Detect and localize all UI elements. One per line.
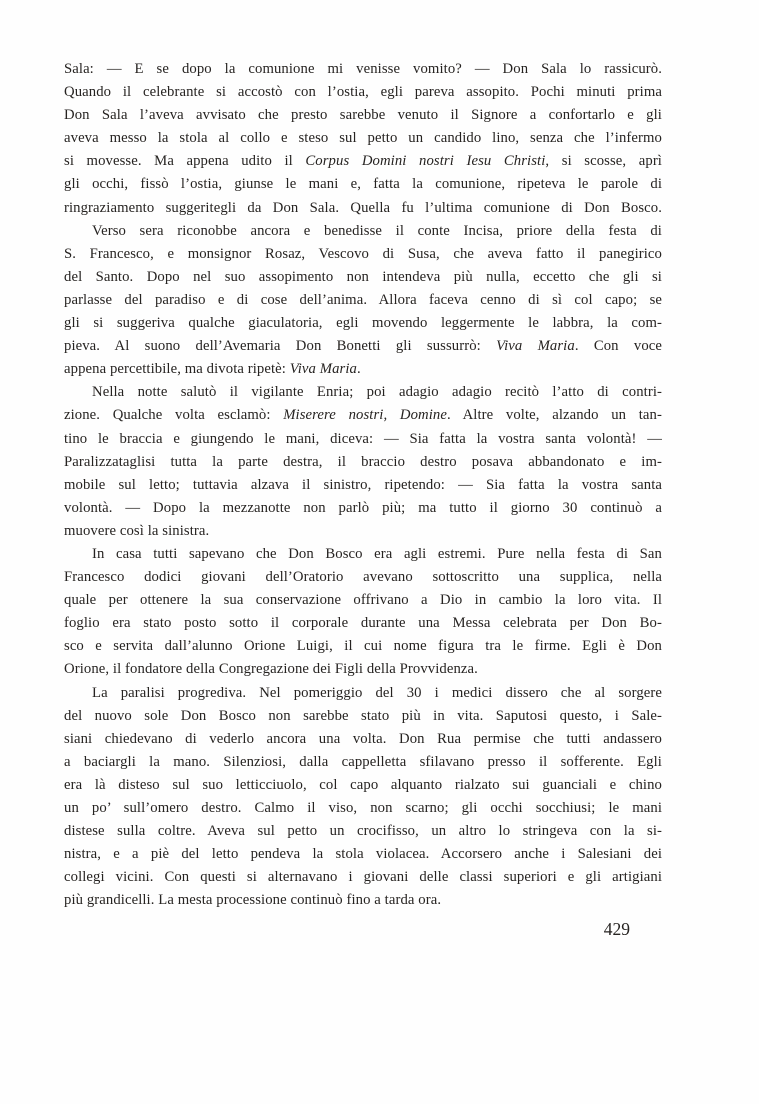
text-segment: nistra, e a piè del letto pendeva la stola violacea. Accorsero anche i Salesiani dei	[64, 846, 662, 863]
text-line	[64, 150, 662, 173]
text-segment: Paralizzataglisi tutta la parte destra, il braccio destro posava abbandonato e im-	[64, 453, 662, 470]
paragraph	[64, 381, 662, 543]
text-segment: del Santo. Dopo nel suo assopimento non intendeva più nulla, eccetto che gli si	[64, 268, 662, 285]
text-line	[64, 866, 662, 889]
text-line	[64, 428, 662, 451]
text-line	[64, 451, 662, 474]
text-line	[64, 705, 662, 728]
text-segment: Francesco dodici giovani dell’Oratorio avevano sottoscritto una supplica, nella	[64, 569, 662, 586]
italic-text-segment: Miserere nostri, Domine	[283, 407, 447, 424]
text-line	[64, 728, 662, 751]
text-segment: S. Francesco, e monsignor Rosaz, Vescovo di Susa, che aveva fatto il panegirico	[64, 245, 662, 262]
text-segment: volontà. — Dopo la mezzanotte non parlò più; ma tutto il giorno 30 continuò a	[64, 499, 662, 516]
text-segment: , si scosse, aprì	[545, 153, 662, 170]
text-segment: quale per ottenere la sua conservazione offrivano a Dio in cambio la loro vita. Il	[64, 592, 662, 609]
text-line	[64, 682, 662, 705]
text-segment: aveva messo la stola al collo e steso sul petto un candido lino, senza che l’infermo	[64, 130, 662, 147]
italic-text-segment: Corpus Domini nostri Iesu Christi	[305, 153, 546, 170]
text-line	[64, 404, 662, 427]
text-segment: Verso sera riconobbe ancora e benedisse il conte Incisa, priore della festa di	[92, 222, 662, 239]
text-segment: era là disteso sul suo letticciuolo, col capo alquanto rialzato sui guanciali e chino	[64, 776, 662, 793]
text-segment: foglio era stato posto sotto il corporale durante una Messa celebrata per Don Bo-	[64, 615, 662, 632]
text-line	[64, 312, 662, 335]
text-segment: .	[356, 361, 361, 378]
text-line	[64, 820, 662, 843]
text-line	[64, 289, 662, 312]
text-segment: . Altre volte, alzando un tan-	[446, 407, 662, 424]
text-line	[64, 751, 662, 774]
paragraph	[64, 543, 662, 682]
text-line	[64, 497, 662, 520]
text-segment: zione. Qualche volta esclamò:	[64, 407, 284, 424]
text-line	[64, 889, 662, 912]
text-segment: collegi vicini. Con questi si alternavano i giovani delle classi superiori e gli artigiani	[64, 869, 662, 886]
text-line	[64, 774, 662, 797]
text-segment: gli occhi, fissò l’ostia, giunse le mani e, fatta la comunione, ripeteva le parole di	[64, 176, 662, 193]
text-segment: più grandicelli. La mesta processione continuò fino a tarda ora.	[64, 892, 442, 909]
text-line	[64, 843, 662, 866]
text-line	[64, 381, 662, 404]
text-line	[64, 566, 662, 589]
paragraph	[64, 682, 662, 913]
text-segment: tino le braccia e giungendo le mani, diceva: — Sia fatta la vostra santa volontà! —	[64, 430, 662, 447]
text-segment: sco e servita dall’alunno Orione Luigi, il cui nome figura tra le firme. Egli è Don	[64, 638, 662, 655]
text-segment: appena percettibile, ma divota ripetè:	[64, 361, 290, 378]
text-line	[64, 358, 662, 381]
text-line	[64, 81, 662, 104]
text-segment: La paralisi progrediva. Nel pomeriggio del 30 i medici dissero che al sorgere	[92, 684, 662, 701]
page-number: 429	[603, 919, 630, 939]
text-line	[64, 543, 662, 566]
text-segment: In casa tutti sapevano che Don Bosco era agli estremi. Pure nella festa di San	[92, 545, 662, 562]
text-segment: mobile sul letto; tuttavia alzava il sinistro, ripetendo: — Sia fatta la vostra santa	[64, 476, 662, 493]
text-segment: Quando il celebrante si accostò con l’ostia, egli pareva assopito. Pochi minuti prima	[64, 84, 662, 101]
text-segment: parlasse del paradiso e di cose dell’anima. Allora faceva cenno di sì col capo; se	[64, 291, 662, 308]
text-segment: . Con voce	[574, 338, 662, 355]
text-segment: muovere così la sinistra.	[64, 522, 210, 539]
text-line	[64, 58, 662, 81]
text-line	[64, 127, 662, 150]
text-segment: Orione, il fondatore della Congregazione dei Figli della Provvidenza.	[64, 661, 478, 678]
paragraph	[64, 58, 662, 220]
text-segment: Sala: — E se dopo la comunione mi venisse vomito? — Don Sala lo rassicurò.	[64, 61, 662, 77]
paragraph	[64, 220, 662, 382]
text-segment: ringraziamento suggeritegli da Don Sala. Quella fu l’ultima comunione di Don Bosco.	[64, 199, 662, 216]
text-line	[64, 243, 662, 266]
text-segment: distese sulla coltre. Aveva sul petto un crocifisso, un altro lo stringeva con la si-	[64, 823, 662, 840]
italic-text-segment: Viva Maria	[289, 361, 357, 378]
text-segment: Don Sala l’aveva avvisato che presto sarebbe venuto il Signore a confortarlo e gli	[64, 107, 662, 124]
text-block	[64, 58, 662, 912]
text-line	[64, 197, 662, 220]
text-line	[64, 589, 662, 612]
text-segment: si movesse. Ma appena udito il	[64, 153, 306, 170]
text-line	[64, 658, 662, 681]
text-segment: un po’ sull’omero destro. Calmo il viso, non scarno; gli occhi socchiusi; le mani	[64, 800, 662, 816]
text-line	[64, 220, 662, 243]
text-line	[64, 335, 662, 358]
text-segment: Nella notte salutò il vigilante Enria; poi adagio adagio recitò l’atto di contri-	[92, 384, 662, 401]
text-line	[64, 612, 662, 635]
text-segment: siani chiedevano di vederlo ancora una volta. Don Rua permise che tutti andassero	[64, 730, 662, 747]
text-line	[64, 520, 662, 543]
text-segment: pieva. Al suono dell’Avemaria Don Bonetti gli sussurrò:	[64, 338, 497, 355]
text-line	[64, 104, 662, 127]
text-line	[64, 474, 662, 497]
text-segment: gli si suggeriva qualche giaculatoria, egli movendo leggermente le labbra, la com-	[64, 315, 662, 332]
text-line	[64, 173, 662, 196]
text-segment: a baciargli la mano. Silenziosi, dalla cappelletta sfilavano presso il sofferente. Egli	[64, 753, 662, 770]
text-line	[64, 797, 662, 820]
text-segment: del nuovo sole Don Bosco non sarebbe stato più in vita. Saputosi questo, i Sale-	[64, 707, 662, 724]
italic-text-segment: Viva Maria	[496, 338, 575, 355]
text-line	[64, 266, 662, 289]
text-line	[64, 635, 662, 658]
